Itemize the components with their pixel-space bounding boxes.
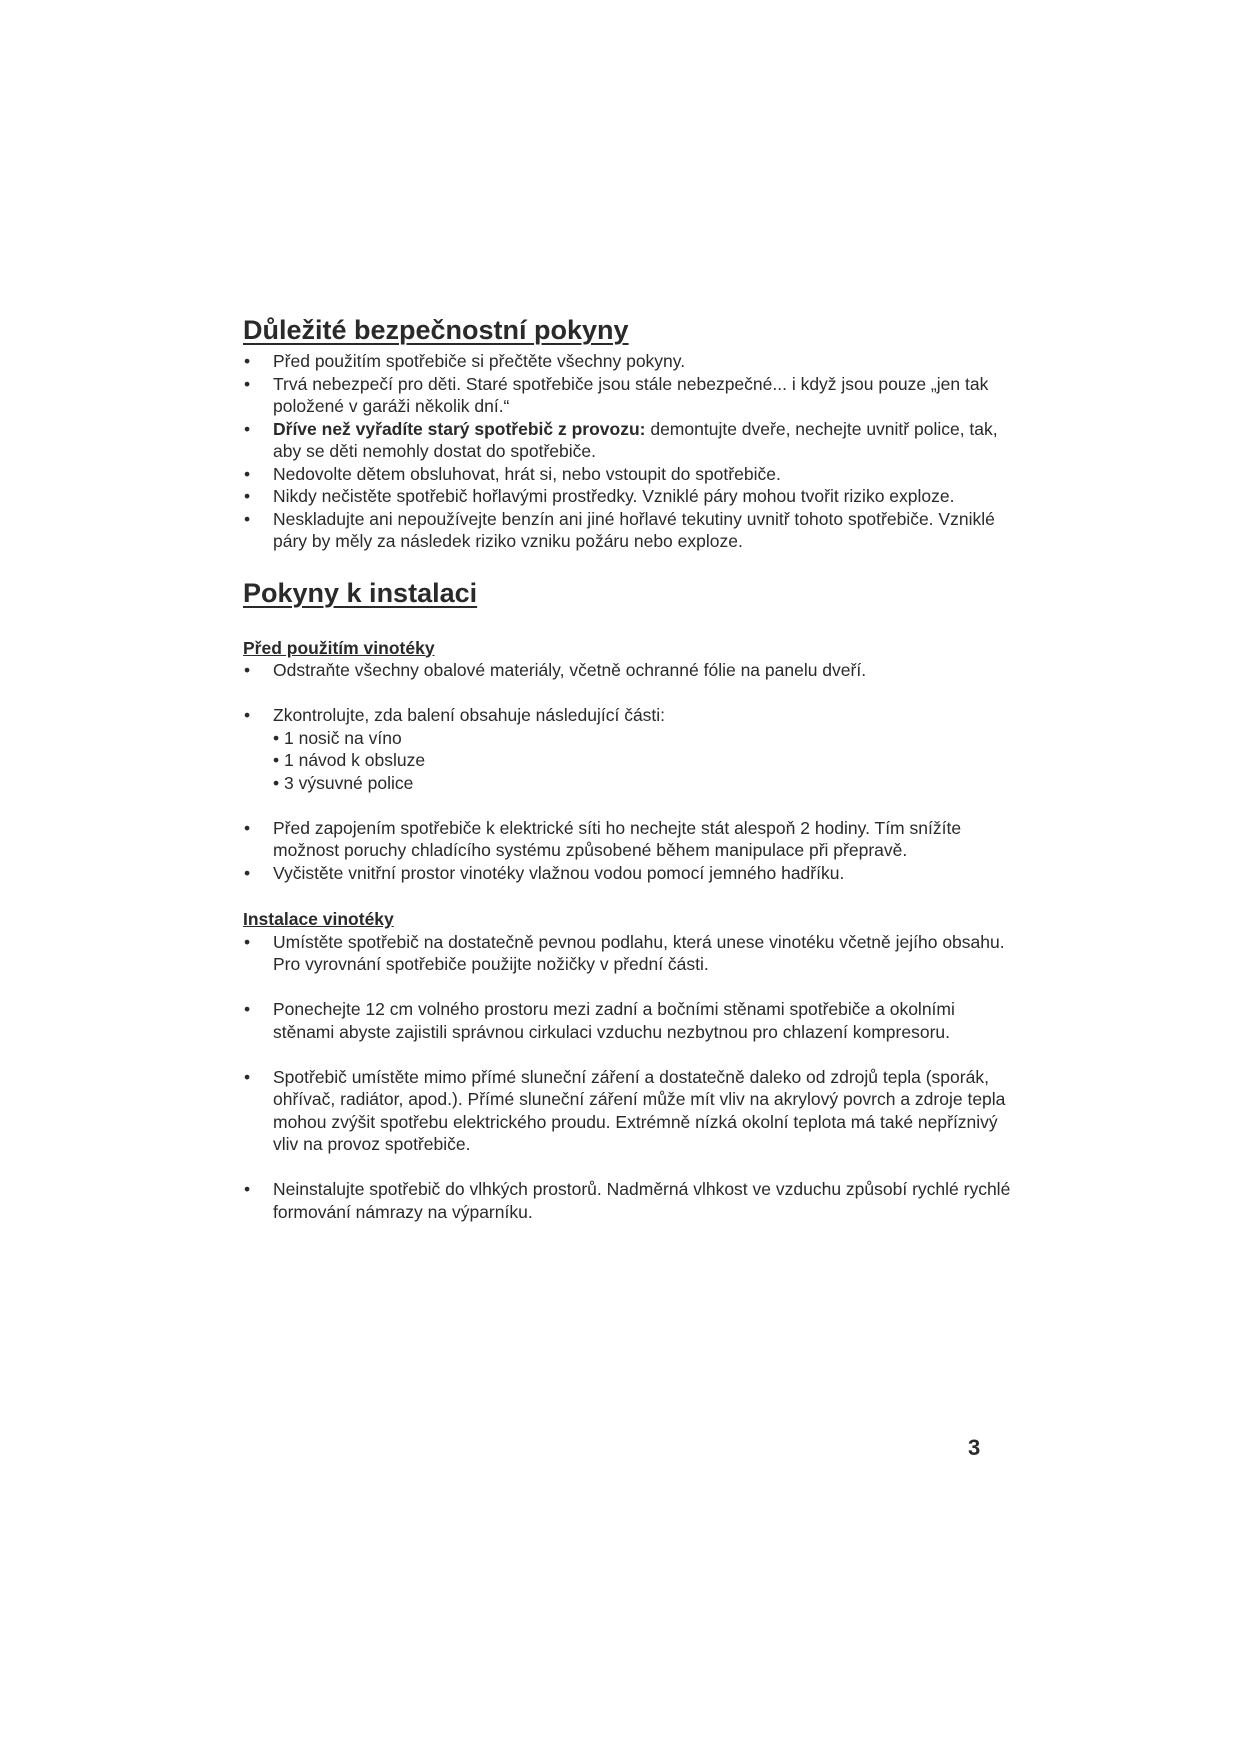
list-item: • Před použitím spotřebiče si přečtěte všechny pokyny.	[243, 350, 1013, 373]
installation-heading: Pokyny k instalaci	[243, 577, 478, 608]
list-item: • Odstraňte všechny obalové materiály, včetně ochranné fólie na panelu dveří.	[243, 659, 1013, 682]
parts-list	[273, 727, 1013, 795]
list-item: • Ponechejte 12 cm volného prostoru mezi zadní a bočními stěnami spotřebiče a okolními stěnami abyste zajistili správnou cirkulaci vzduchu nezbytnou pro chlazení kompresoru.	[243, 998, 1013, 1043]
safety-list	[243, 350, 1013, 553]
item-text: Zkontrolujte, zda balení obsahuje následující části:	[273, 705, 666, 725]
list-item	[243, 704, 1013, 794]
item-text: demontujte dveře, nechejte uvnitř police, tak, aby se děti nemohly dostat do spotřebiče.	[273, 418, 998, 461]
part-item: • 1 nosič na víno	[273, 727, 1013, 750]
safety-heading: Důležité bezpečnostní pokyny	[243, 315, 629, 345]
list-item: • Nikdy nečistěte spotřebič hořlavými prostředky. Vzniklé páry mohou tvořit riziko exploze.	[243, 485, 1013, 508]
list-item: • Spotřebič umístěte mimo přímé sluneční záření a dostatečně daleko od zdrojů tepla (sporák, ohřívač, radiátor, apod.). Přímé sluneční záření může mít vliv na akrylový povrch a zdroje tepla mohou zvýšit spotřebu elektrického proudu. Extrémně nízká okolní teplota má také nepříznivý vliv na provoz spotřebiče.	[243, 1066, 1013, 1156]
list-item: • Umístěte spotřebič na dostatečně pevnou podlahu, která unese vinotéku včetně jejího obsahu. Pro vyrovnání spotřebiče použijte nožičky v přední části.	[243, 931, 1013, 976]
list-item: • Neinstalujte spotřebič do vlhkých prostorů. Nadměrná vlhkost ve vzduchu způsobí rychlé rychlé formování námrazy na výparníku.	[243, 1178, 1013, 1223]
list-item: • Vyčistěte vnitřní prostor vinotéky vlažnou vodou pomocí jemného hadříku.	[243, 862, 1013, 885]
part-item: • 1 návod k obsluze	[273, 749, 1013, 772]
list-item: • Trvá nebezpečí pro děti. Staré spotřebiče jsou stále nebezpečné... i když jsou pouze „jen tak položené v garáži několik dní.“	[243, 373, 1013, 418]
installation-list	[243, 931, 1013, 1224]
page-number: 3	[968, 1435, 981, 1460]
list-item	[243, 418, 1013, 463]
subheading-before-use: Před použitím vinotéky	[243, 637, 435, 658]
list-item: • Nedovolte dětem obsluhovat, hrát si, nebo vstoupit do spotřebiče.	[243, 463, 1013, 486]
list-item: • Před zapojením spotřebiče k elektrické síti ho nechejte stát alespoň 2 hodiny. Tím snížíte možnost poruchy chladícího systému způsobené během manipulace při přepravě.	[243, 817, 1013, 862]
list-item: • Neskladujte ani nepoužívejte benzín ani jiné hořlavé tekutiny uvnitř tohoto spotřebiče. Vzniklé páry by měly za následek riziko vzniku požáru nebo exploze.	[243, 508, 1013, 553]
page-content	[243, 310, 1013, 1223]
bold-lead: Dříve než vyřadíte starý spotřebič z provozu:	[273, 418, 646, 439]
part-item: • 3 výsuvné police	[273, 772, 1013, 795]
subheading-installation: Instalace vinotéky	[243, 909, 394, 929]
before-use-list	[243, 659, 1013, 884]
